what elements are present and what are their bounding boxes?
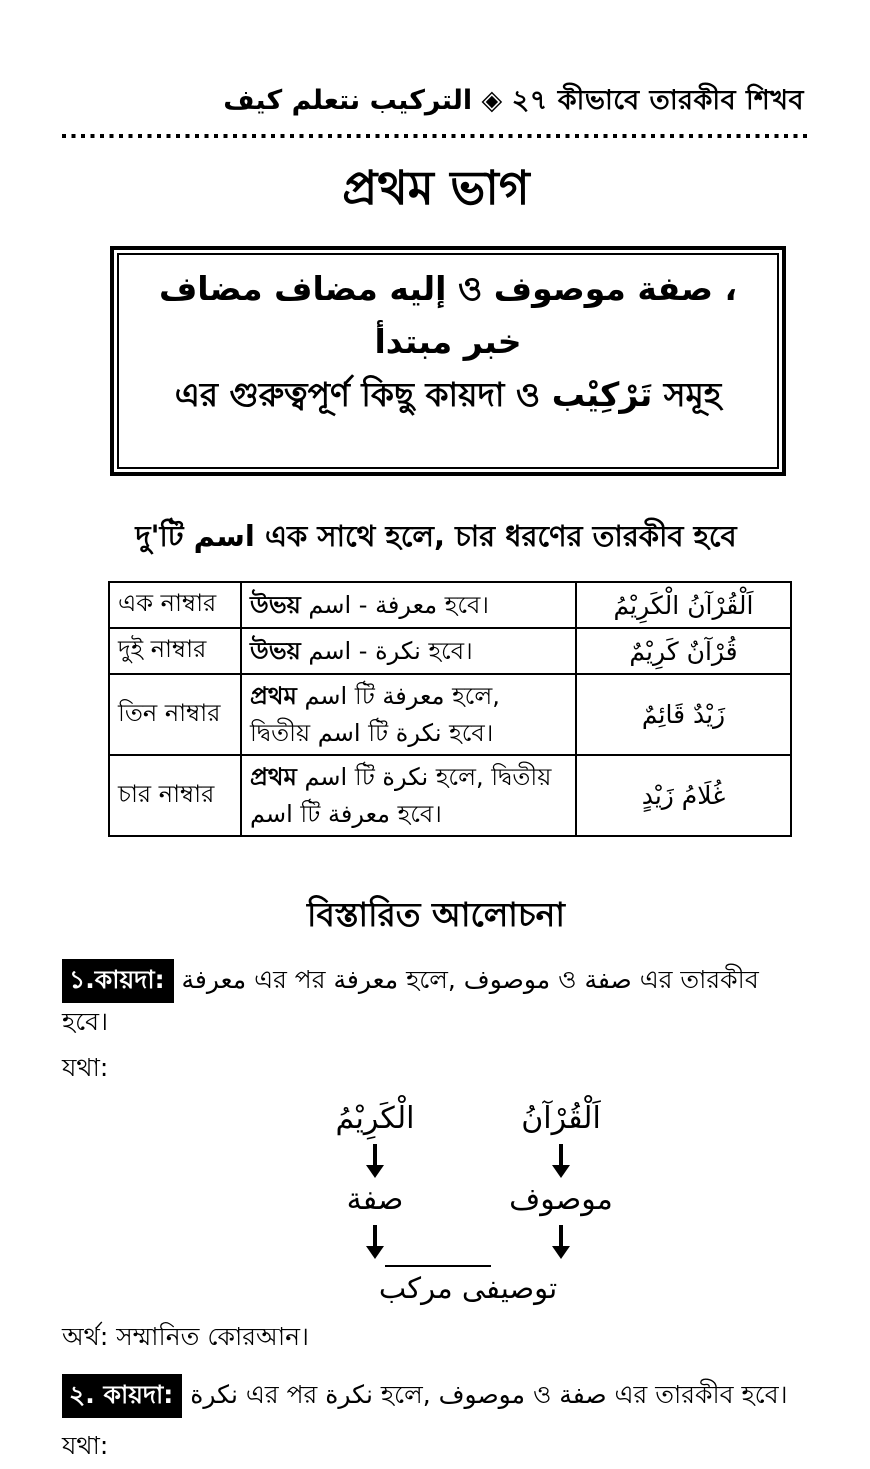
rule-description-cell [241, 628, 576, 674]
page-title: প্রথম ভাগ [342, 161, 530, 216]
arabic-term: خبر [463, 321, 522, 361]
text-segment: - [358, 590, 368, 619]
page-header [62, 80, 810, 125]
text-segment: সমূহ [663, 374, 722, 414]
box-heading-arabic-line [123, 263, 773, 369]
dotted-divider [62, 134, 810, 138]
arabic-term: نكرة [375, 636, 421, 665]
table-row [109, 755, 791, 836]
text-segment: হলে, দ্বিতীয় [435, 762, 552, 791]
text-segment: কীভাবে তারকীব শিখব [557, 85, 804, 116]
row-label-cell: দুই নাম্বার [109, 628, 241, 674]
text-segment: ও [458, 269, 483, 308]
arabic-term: اسم [317, 718, 361, 747]
arabic-term: معرفة [333, 965, 399, 995]
arabic-term: صفة [559, 1380, 607, 1410]
rule-description-cell [241, 582, 576, 628]
row-label-cell: চার নাম্বার [109, 755, 241, 836]
text-segment: টি [368, 718, 389, 747]
arabic-term: مبتدأ [374, 321, 453, 361]
rule-1-example-label: যথা: [62, 1053, 109, 1083]
arabic-term: اسم [304, 681, 348, 710]
text-segment: টি [354, 762, 375, 791]
example-cell: زَيْدٌ قَائِمٌ [576, 674, 791, 755]
text-segment: ও [532, 1380, 552, 1410]
arabic-term: التركيب [369, 85, 473, 116]
table-row [109, 582, 791, 628]
arabic-term: اسم [250, 799, 293, 828]
diagram-word-adjective: الْكَرِيْمُ [335, 1101, 415, 1137]
arabic-term: صفة [637, 269, 713, 308]
arabic-term: اسم [308, 590, 352, 619]
table-row [109, 674, 791, 755]
arabic-term: اسم [308, 636, 352, 665]
down-arrow-icon [559, 1225, 563, 1246]
text-segment: দু'টি [135, 519, 184, 554]
text-segment: হবে। [449, 718, 494, 747]
text-segment: হলে, দ্বিতীয় [250, 681, 500, 747]
arabic-term: نكرة [395, 718, 442, 747]
arabic-term: نكرة [190, 1380, 238, 1410]
text-segment: এর পর [245, 1380, 318, 1410]
title-box [110, 246, 786, 476]
text-segment: এক সাথে হলে, চার ধরণের তারকীব হবে [264, 519, 737, 554]
arabic-term: معرفة [382, 681, 445, 710]
text-segment: এর পর [254, 965, 326, 995]
text-segment: এর তারকীব হবে। [614, 1380, 788, 1410]
down-arrow-icon [373, 1144, 377, 1165]
text-segment: প্রথম [250, 762, 297, 791]
down-arrow-icon [559, 1144, 563, 1165]
diagram-roles-row [296, 1182, 641, 1217]
row-label-cell: এক নাম্বার [109, 582, 241, 628]
diagram-role-mawsuf: موصوف [509, 1182, 613, 1218]
arabic-term: موصوف [463, 965, 551, 995]
arabic-term: نكرة [325, 1380, 373, 1410]
merge-line [385, 1265, 491, 1267]
rule-1-badge: ১.কায়দা: [62, 959, 174, 1003]
arabic-term: اسم [304, 762, 348, 791]
arabic-term: صفة [584, 965, 632, 995]
text-segment: টি [300, 799, 321, 828]
text-segment: উভয় [250, 636, 301, 665]
arabic-term: نتعلم [291, 85, 361, 116]
tarkib-diagram [296, 1101, 641, 1305]
arabic-term: مضاف [274, 269, 378, 308]
example-cell: غُلَامُ زَيْدٍ [576, 755, 791, 836]
arabic-term: نكرة [382, 762, 429, 791]
rule-1 [62, 959, 810, 1040]
diagram-words-row [296, 1101, 641, 1136]
text-segment: ◈ [481, 85, 503, 116]
rule-2-example-label: যথা: [62, 1430, 109, 1460]
box-heading-bengali-line [123, 369, 773, 422]
table-row [109, 628, 791, 674]
arabic-term: معرفة [327, 799, 390, 828]
text-segment: উভয় [250, 590, 301, 619]
rule-2-badge: ২. কায়দা: [62, 1374, 182, 1418]
rule-2 [62, 1374, 810, 1418]
rule-description-cell [241, 674, 576, 755]
example-cell: اَلْقُرْآنُ الْكَرِيْمُ [576, 582, 791, 628]
example-cell: قُرْآنٌ كَرِيْمٌ [576, 628, 791, 674]
text-segment: প্রথম [250, 681, 297, 710]
text-segment: ২৭ [511, 85, 548, 116]
text-segment: ও [558, 965, 577, 995]
text-segment: - [358, 636, 368, 665]
text-segment: হলে, [380, 1380, 431, 1410]
diagram-role-sifah: صفة [346, 1182, 404, 1218]
arabic-term: موصوف [493, 269, 626, 308]
diagram-arrows-row [296, 1138, 641, 1182]
text-segment: হলে, [406, 965, 456, 995]
rule-2-text [190, 1380, 787, 1409]
arabic-term: موصوف [438, 1380, 525, 1410]
arabic-term: تَرْكِيْب [551, 374, 653, 414]
arabic-term: اسم [193, 519, 255, 554]
arabic-term: مضاف [158, 269, 263, 308]
rules-table [108, 581, 792, 837]
arabic-term: معرفة [181, 965, 247, 995]
text-segment: ، [724, 269, 738, 308]
diagram-result-label [296, 1271, 641, 1305]
diagram-word-noun: اَلْقُرْآنُ [521, 1101, 601, 1137]
text-segment: হবে। [397, 799, 442, 828]
text-segment: হবে। [428, 636, 473, 665]
title-box-inner [117, 253, 779, 469]
discussion-heading: বিস্তারিত আলোচনা [307, 895, 565, 935]
table-section-heading [62, 514, 810, 563]
arabic-term: إليه [389, 269, 447, 308]
row-label-cell: তিন নাম্বার [109, 674, 241, 755]
down-arrow-icon [373, 1225, 377, 1246]
text-segment: এর গুরুত্বপূর্ণ কিছু কায়দা ও [174, 374, 541, 414]
rule-description-cell [241, 755, 576, 836]
arabic-term: معرفة [375, 590, 438, 619]
arabic-term: مركب [378, 1271, 453, 1306]
text-segment: এর তারকীব হবে। [62, 965, 759, 1036]
meaning-text: অর্থ: সম্মানিত কোরআন। [62, 1322, 309, 1352]
text-segment: হবে। [444, 590, 489, 619]
text-segment: টি [354, 681, 375, 710]
arabic-term: كيف [223, 85, 283, 116]
arabic-term: توصيفى [461, 1271, 558, 1306]
diagram-arrows-row [296, 1219, 641, 1263]
